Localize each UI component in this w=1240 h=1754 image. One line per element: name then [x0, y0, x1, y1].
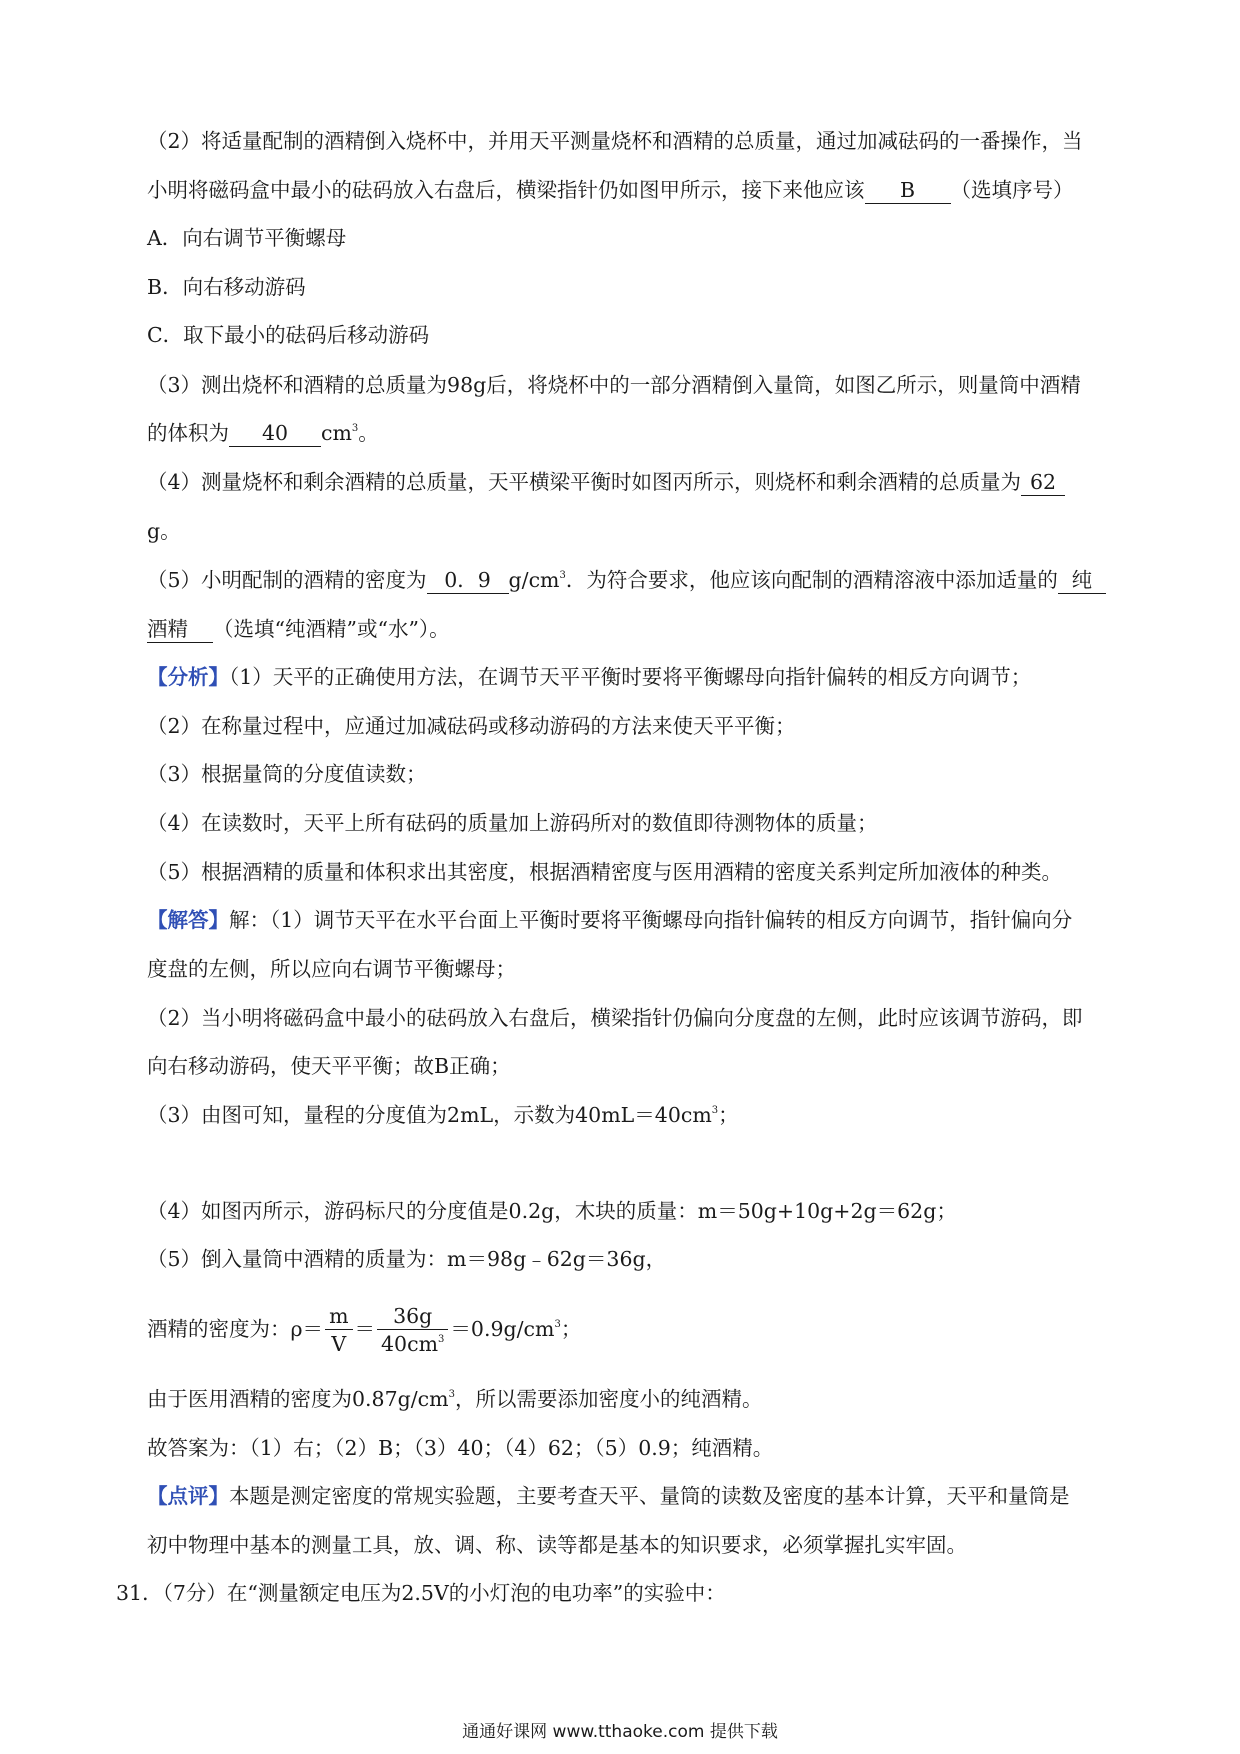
review-line1	[147, 1481, 1070, 1511]
q2-option-c: C．取下最小的砝码后移动游码	[147, 323, 430, 347]
solution-line9	[147, 1384, 762, 1414]
q5-line1-mid: ．为符合要求，他应该向配制的酒精溶液中添加适量的	[565, 568, 1058, 592]
q4-line2: g。	[147, 519, 181, 543]
q2-line1: （2）将适量配制的酒精倒入烧杯中，并用天平测量烧杯和酒精的总质量，通过加减砝码的一番操作，当	[147, 129, 1083, 153]
q3-line2-text: 的体积为	[147, 421, 229, 445]
solution-line3: （2）当小明将磁码盒中最小的砝码放入右盘后，横梁指针仍偏向分度盘的左侧，此时应该调节游码，即	[147, 1006, 1083, 1030]
q5-line2-hint: （选填“纯酒精”或“水”）。	[213, 617, 450, 641]
solution-sup-9: 3	[448, 1389, 455, 1400]
q2-line2	[147, 175, 1074, 205]
q5-answer2-blank-part1: 纯	[1058, 567, 1106, 594]
q5-answer2-blank-part2: 酒精	[147, 616, 213, 643]
analysis-line3: （3）根据量筒的分度值读数；	[147, 762, 427, 786]
q4-line1-text: （4）测量烧杯和剩余酒精的总质量，天平横梁平衡时如图丙所示，则烧杯和剩余酒精的总质量为	[147, 470, 1022, 494]
solution-line4: 向右移动游码，使天平平衡；故B正确；	[147, 1054, 511, 1078]
q2-line2-text: 小明将磁码盒中最小的砝码放入右盘后，横梁指针仍如图甲所示，接下来他应该	[147, 178, 865, 202]
page-footer: 通通好课网 www.tthaoke.com 提供下载	[462, 1722, 778, 1742]
analysis-line2: （2）在称量过程中，应通过加减砝码或移动游码的方法来使天平平衡；	[147, 714, 796, 738]
q4-line1	[147, 467, 1065, 497]
fraction-den-text: 40cm	[381, 1332, 439, 1356]
analysis-line4: （4）在读数时，天平上所有砝码的质量加上游码所对的数值即待测物体的质量；	[147, 811, 878, 835]
q2-option-b: B．向右移动游码	[147, 275, 306, 299]
fraction-den-sup: 3	[438, 1334, 445, 1345]
q3-unit: cm	[321, 421, 352, 445]
solution-tag: 【解答】	[147, 908, 229, 932]
q3-line1: （3）测出烧杯和酒精的总质量为98g后，将烧杯中的一部分酒精倒入量筒，如图乙所示，则量筒中酒精	[147, 373, 1081, 397]
analysis-text-1: （1）天平的正确使用方法，在调节天平平衡时要将平衡螺母向指针偏转的相反方向调节；	[229, 665, 1032, 689]
solution-line2: 度盘的左侧，所以应向右调节平衡螺母；	[147, 957, 516, 981]
density-label: 酒精的密度为：ρ＝	[147, 1317, 324, 1341]
solution-end-5: ；	[718, 1103, 739, 1127]
solution-text-5: （3）由图可知，量程的分度值为2mL，示数为40mL＝40cm	[147, 1103, 712, 1127]
q3-unit-sup: 3	[351, 423, 359, 434]
q3-line2	[147, 418, 379, 448]
question-31: 31．（7分）在“测量额定电压为2.5V的小灯泡的电功率”的实验中：	[116, 1581, 726, 1605]
q3-line2-end: 。	[358, 421, 379, 445]
solution-line6: （4）如图丙所示，游码标尺的分度值是0.2g，木块的质量：m＝50g+10g+2g＝62g；	[147, 1199, 957, 1223]
density-formula	[147, 1300, 581, 1358]
analysis-line5: （5）根据酒精的质量和体积求出其密度，根据酒精密度与医用酒精的密度关系判定所加液体的种类。	[147, 860, 1063, 884]
solution-end-9: ，所以需要添加密度小的纯酒精。	[454, 1387, 763, 1411]
fraction-numerator: 36g	[377, 1303, 448, 1330]
analysis-line1	[147, 662, 1031, 692]
solution-sup-5: 3	[711, 1105, 719, 1116]
q5-unit-sup: 3	[559, 570, 566, 581]
q5-unit: g/cm	[508, 568, 560, 592]
q2-answer-blank: B	[865, 177, 951, 204]
q2-option-a: A．向右调节平衡螺母	[147, 226, 347, 250]
q4-answer-blank: 62	[1021, 469, 1065, 496]
q5-line2	[147, 614, 450, 644]
fraction-v: V	[331, 1332, 347, 1356]
solution-line1	[147, 905, 1072, 935]
q2-line2-hint: （选填序号）	[950, 178, 1074, 202]
fraction-values	[377, 1303, 448, 1358]
q5-answer1-blank: 0．9	[427, 567, 509, 594]
q3-answer-blank: 40	[229, 420, 321, 447]
density-result-sup: 3	[554, 1319, 561, 1330]
solution-line5	[147, 1100, 739, 1130]
final-answer: 故答案为：（1）右；（2）B；（3）40；（4）62；（5）0.9；纯酒精。	[147, 1436, 774, 1460]
review-tag: 【点评】	[147, 1484, 229, 1508]
equals-sign: ＝	[354, 1317, 376, 1341]
density-result: ＝0.9g/cm	[450, 1317, 555, 1341]
fraction-denominator	[377, 1330, 448, 1358]
fraction-m-over-v	[325, 1303, 352, 1358]
fraction-m: m	[325, 1303, 352, 1330]
q5-line1-text: （5）小明配制的酒精的密度为	[147, 568, 427, 592]
review-text-1: 本题是测定密度的常规实验题，主要考查天平、量筒的读数及密度的基本计算，天平和量筒是	[229, 1484, 1070, 1508]
review-line2: 初中物理中基本的测量工具，放、调、称、读等都是基本的知识要求，必须掌握扎实牢固。	[147, 1533, 967, 1557]
solution-line7: （5）倒入量筒中酒精的质量为：m＝98g﹣62g＝36g，	[147, 1247, 667, 1271]
density-end: ；	[560, 1317, 582, 1341]
solution-text-1: 解：（1）调节天平在水平台面上平衡时要将平衡螺母向指针偏转的相反方向调节，指针偏向分	[229, 908, 1073, 932]
solution-text-9: 由于医用酒精的密度为0.87g/cm	[147, 1387, 449, 1411]
analysis-tag: 【分析】	[147, 665, 229, 689]
q5-line1	[147, 565, 1106, 595]
